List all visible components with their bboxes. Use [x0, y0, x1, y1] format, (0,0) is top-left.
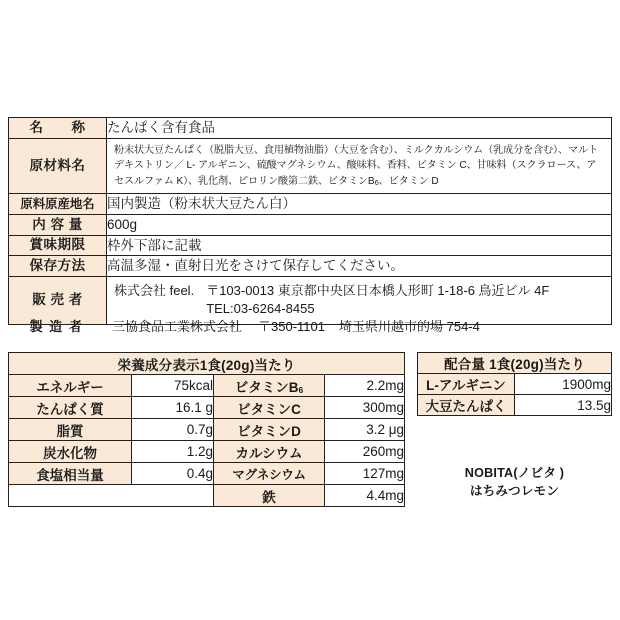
table-row — [418, 353, 612, 374]
product-name-english: NOBITA(ノビタ ) — [464, 466, 565, 480]
blend-value-l-arginine: 1900mg — [515, 374, 612, 395]
ingredients-b6-subscript: 6 — [374, 177, 379, 187]
table-row — [9, 138, 612, 194]
empty-cell — [132, 485, 214, 507]
spec-value-best-before: 枠外下部に記載 — [107, 235, 612, 256]
nutrition-table-title: 栄養成分表示1食(20g)当たり — [9, 353, 405, 375]
table-row — [9, 375, 405, 397]
table-row — [9, 463, 405, 485]
table-row — [9, 485, 405, 507]
manufacturer-postal-code: 〒350-1101 — [258, 319, 325, 334]
spec-value-ingredients — [107, 138, 612, 194]
nutrient-name-iron: 鉄 — [214, 485, 325, 507]
nutrient-value-energy: 75kcal — [132, 375, 214, 397]
table-row — [418, 374, 612, 395]
table-row — [9, 118, 612, 139]
nutrient-name-calcium: カルシウム — [214, 441, 325, 463]
table-row — [418, 395, 612, 416]
product-name-block — [417, 464, 612, 501]
spec-value-name: たんぱく含有食品 — [107, 118, 612, 139]
manufacturer-label: 製 造 者 — [29, 319, 84, 334]
empty-cell — [9, 485, 132, 507]
product-spec-table — [8, 117, 612, 325]
vitamin-b6-subscript: 6 — [298, 384, 304, 395]
nutrition-facts-table — [8, 352, 405, 507]
ingredients-text-main: 粉末状大豆たんぱく（脱脂大豆、食用植物油脂）（大豆を含む）、ミルクカルシウム（乳成分を含む）、マルトデキストリン／ L- アルギニン、硫酸マグネシウム、酸味料、香料、ビタミン C、甘味料（スクラロース、アセスルファム K）、乳化剤、ピロリン酸第二鉄、ビタミンB — [114, 144, 598, 187]
nutrient-value-salt-equivalent: 0.4g — [132, 463, 214, 485]
nutrient-label-text: ビタミンB — [234, 379, 299, 395]
seller-telephone: TEL:03-6264-8455 — [206, 301, 315, 317]
table-row — [9, 441, 405, 463]
table-row — [9, 419, 405, 441]
manufacturer-address: 埼玉県川越市的場 754-4 — [339, 319, 480, 334]
nutrient-value-magnesium: 127mg — [325, 463, 405, 485]
spec-label-storage: 保存方法 — [9, 256, 107, 277]
manufacturer-name: 三協食品工業株式会社 — [112, 319, 243, 334]
spec-value-origin: 国内製造（粉末状大豆たん白） — [107, 194, 612, 215]
nutrient-name-vitamin-c: ビタミンC — [214, 397, 325, 419]
spec-label-name: 名 称 — [9, 118, 107, 139]
nutrient-name-salt-equivalent: 食塩相当量 — [9, 463, 132, 485]
spec-label-ingredients: 原材料名 — [9, 138, 107, 194]
nutrient-value-vitamin-d: 3.2 μg — [325, 419, 405, 441]
table-row — [9, 397, 405, 419]
nutrient-name-fat: 脂質 — [9, 419, 132, 441]
table-row — [9, 235, 612, 256]
ingredients-text-tail: 、ビタミン D — [378, 175, 439, 187]
table-row — [9, 194, 612, 215]
nutrient-name-vitamin-b6 — [214, 375, 325, 397]
nutrient-name-carbohydrate: 炭水化物 — [9, 441, 132, 463]
nutrient-value-vitamin-b6: 2.2mg — [325, 375, 405, 397]
blend-name-l-arginine: L-アルギニン — [418, 374, 515, 395]
nutrient-name-vitamin-d: ビタミンD — [214, 419, 325, 441]
spec-label-seller: 販 売 者 — [9, 276, 107, 324]
table-row — [9, 256, 612, 277]
spec-value-content-volume: 600g — [107, 215, 612, 236]
blend-amount-table — [417, 352, 612, 416]
seller-postal-address: 〒103-0013 東京都中央区日本橋人形町 1-18-6 鳥近ビル 4F — [206, 282, 550, 298]
nutrient-value-vitamin-c: 300mg — [325, 397, 405, 419]
nutrient-value-fat: 0.7g — [132, 419, 214, 441]
spec-label-origin: 原料原産地名 — [9, 194, 107, 215]
nutrient-value-protein: 16.1 g — [132, 397, 214, 419]
spec-label-content-volume: 内 容 量 — [9, 215, 107, 236]
product-name-japanese: はちみつレモン — [469, 484, 560, 499]
nutrient-name-magnesium: マグネシウム — [214, 463, 325, 485]
seller-address-block — [206, 282, 611, 319]
table-row — [9, 215, 612, 236]
table-row — [9, 353, 405, 375]
spec-value-storage: 高温多湿・直射日光をさけて保存してください。 — [107, 256, 612, 277]
nutrient-name-protein: たんぱく質 — [9, 397, 132, 419]
seller-company-name: 株式会社 feel. — [114, 282, 195, 298]
nutrient-value-carbohydrate: 1.2g — [132, 441, 214, 463]
nutrient-name-energy: エネルギー — [9, 375, 132, 397]
blend-name-soy-protein: 大豆たんぱく — [418, 395, 515, 416]
manufacturer-line — [8, 316, 612, 335]
nutrient-value-iron: 4.4mg — [325, 485, 405, 507]
blend-table-title: 配合量 1食(20g)当たり — [418, 353, 612, 374]
blend-value-soy-protein: 13.5g — [515, 395, 612, 416]
nutrient-value-calcium: 260mg — [325, 441, 405, 463]
spec-label-best-before: 賞味期限 — [9, 235, 107, 256]
